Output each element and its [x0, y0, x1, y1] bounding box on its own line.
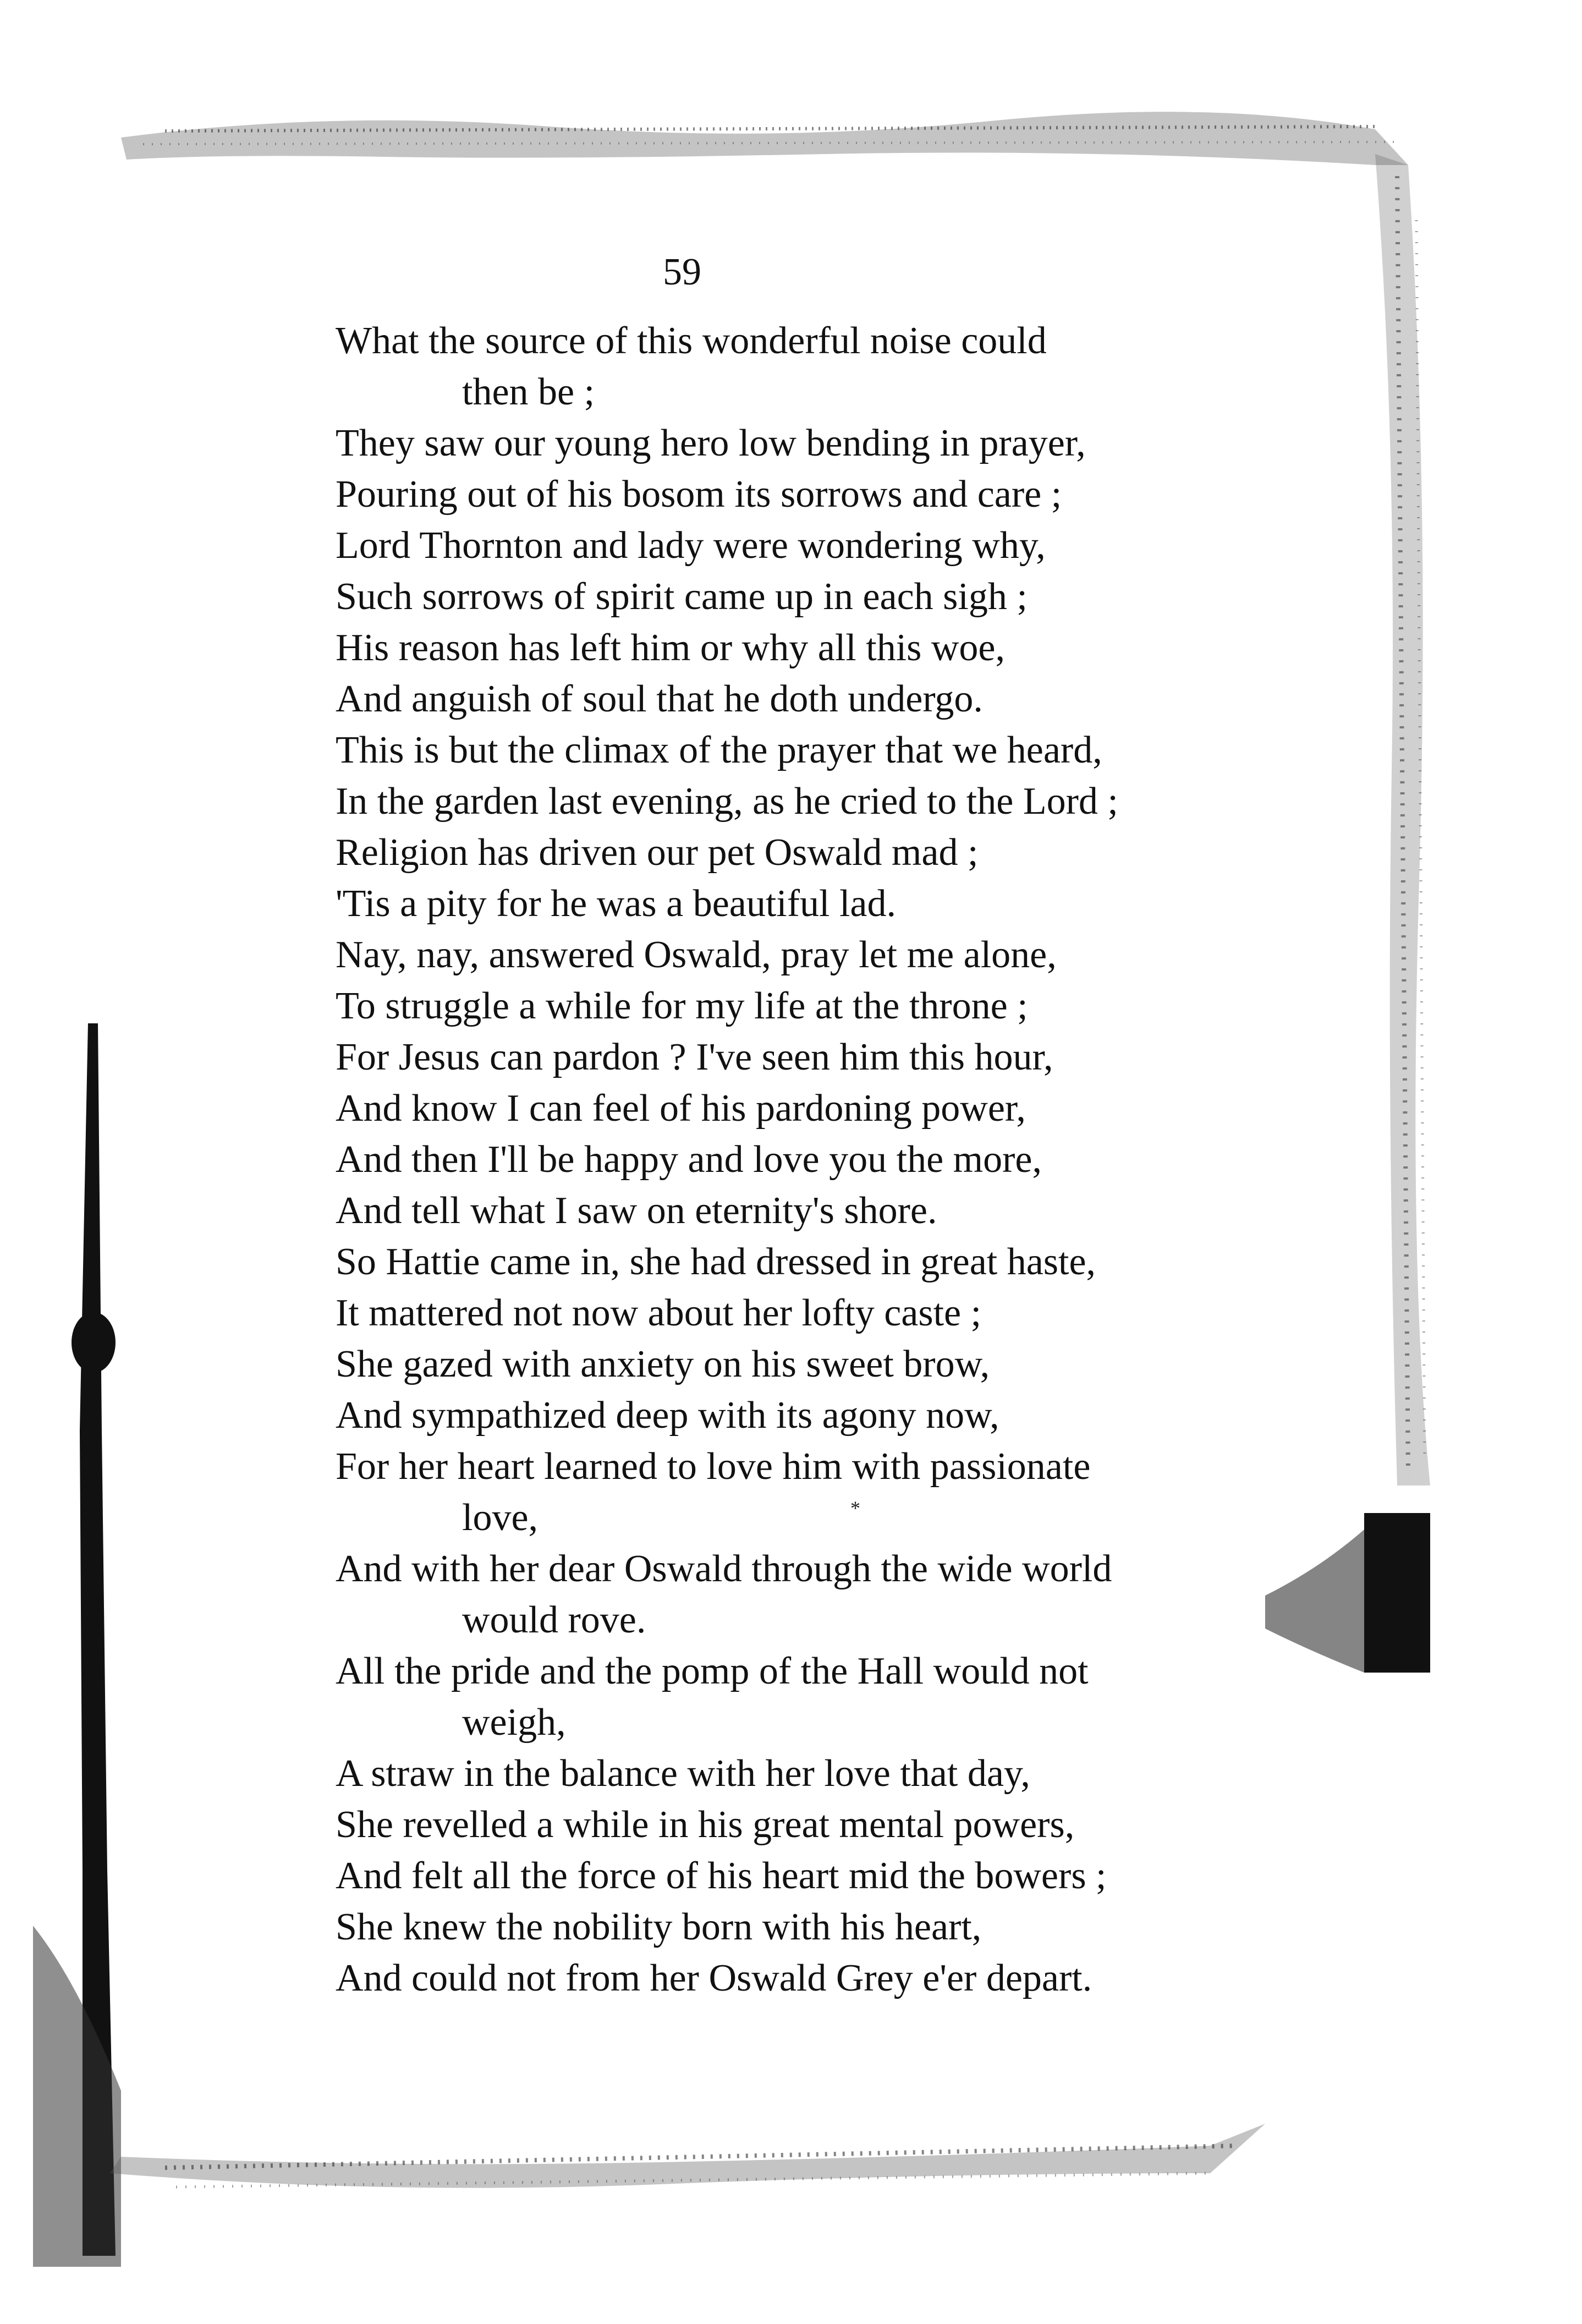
- top-edge-noise: [121, 112, 1408, 165]
- poem-line: To struggle a while for my life at the throne ;: [336, 985, 1028, 1027]
- bottom-right-dark-block: [1364, 1513, 1430, 1673]
- poem-line: And tell what I saw on eternity's shore.: [336, 1190, 937, 1232]
- poem-line: Religion has driven our pet Oswald mad ;: [336, 831, 979, 874]
- poem-line: And with her dear Oswald through the wide world: [336, 1548, 1112, 1590]
- poem-line: It mattered not now about her lofty caste ;: [336, 1292, 982, 1334]
- page-number: 59: [663, 251, 701, 293]
- poem-line: And then I'll be happy and love you the more,: [336, 1138, 1042, 1181]
- poem-line: And anguish of soul that he doth undergo.: [336, 678, 983, 720]
- bottom-edge-noise: [110, 2124, 1265, 2188]
- poem-line: A straw in the balance with her love that day,: [336, 1752, 1030, 1795]
- poem-line: And felt all the force of his heart mid the bowers ;: [336, 1855, 1107, 1897]
- poem-line: Such sorrows of spirit came up in each sigh ;: [336, 575, 1028, 618]
- poem-line: For Jesus can pardon ? I've seen him this hour,: [336, 1036, 1053, 1078]
- poem-line-continuation: would rove.: [462, 1599, 646, 1641]
- poem-line: And could not from her Oswald Grey e'er depart.: [336, 1957, 1092, 1999]
- poem-line: So Hattie came in, she had dressed in great haste,: [336, 1241, 1096, 1283]
- poem-line-continuation: love,: [462, 1497, 539, 1539]
- poem-line-continuation: then be ;: [462, 371, 595, 413]
- footer-mark: *: [850, 1497, 860, 1519]
- poem-line: She revelled a while in his great mental powers,: [336, 1804, 1075, 1846]
- poem-line: Pouring out of his bosom its sorrows and care ;: [336, 473, 1062, 516]
- poem-line: In the garden last evening, as he cried to the Lord ;: [336, 780, 1118, 823]
- poem-line: They saw our young hero low bending in prayer,: [336, 422, 1086, 464]
- poem-line: And know I can feel of his pardoning power,: [336, 1087, 1026, 1130]
- poem-line: 'Tis a pity for he was a beautiful lad.: [336, 883, 896, 925]
- poem-line: This is but the climax of the prayer that we heard,: [336, 729, 1102, 771]
- poem-line: His reason has left him or why all this woe,: [336, 627, 1006, 669]
- poem-line: She knew the nobility born with his heart,: [336, 1906, 982, 1948]
- poem-line: She gazed with anxiety on his sweet brow,: [336, 1343, 990, 1385]
- right-edge-noise: [1375, 154, 1430, 1486]
- poem-text: [336, 315, 1315, 2004]
- poem-line: Lord Thornton and lady were wondering why,: [336, 524, 1046, 567]
- poem-line: All the pride and the pomp of the Hall would not: [336, 1650, 1089, 1692]
- poem-line: What the source of this wonderful noise could: [336, 320, 1047, 362]
- poem-line: Nay, nay, answered Oswald, pray let me alone,: [336, 934, 1057, 976]
- poem-line: For her heart learned to love him with passionate: [336, 1445, 1091, 1488]
- poem-line-continuation: weigh,: [462, 1701, 566, 1744]
- poem-line: And sympathized deep with its agony now,: [336, 1394, 999, 1437]
